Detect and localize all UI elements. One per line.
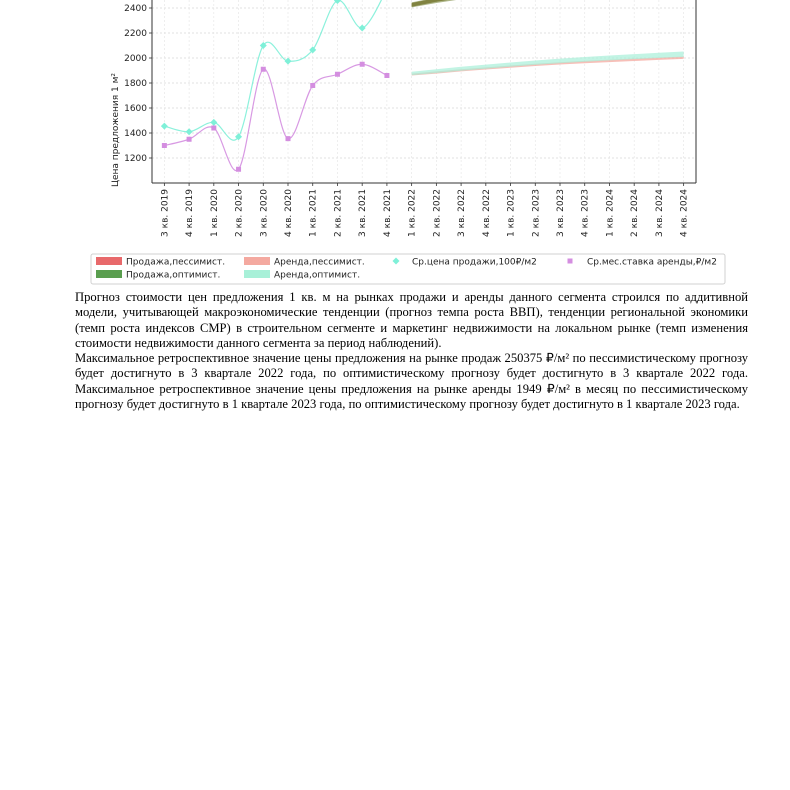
point-rent-rate	[384, 73, 389, 78]
chart-svg	[0, 0, 790, 290]
x-tick-label: 4 кв. 2021	[382, 189, 393, 237]
point-rent-rate	[335, 72, 340, 77]
point-sale-price	[161, 123, 168, 130]
y-tick-label: 2200	[124, 29, 147, 39]
point-rent-rate	[211, 126, 216, 131]
legend-swatch-sale-pessimistic	[96, 257, 122, 265]
x-tick-label: 4 кв. 2023	[580, 189, 591, 237]
x-tick-label: 3 кв. 2023	[556, 189, 566, 237]
x-tick-label: 2 кв. 2021	[333, 189, 344, 237]
x-tick-label: 3 кв. 2024	[654, 189, 665, 237]
report-text	[75, 290, 748, 412]
point-sale-price	[359, 25, 366, 32]
point-sale-price	[285, 58, 292, 65]
x-tick-label: 1 кв. 2024	[605, 189, 616, 237]
legend-label-rent-optimistic: Аренда,оптимист.	[274, 270, 361, 281]
y-tick-label: 1400	[124, 129, 147, 139]
x-tick-label: 4 кв. 2019	[185, 189, 196, 237]
y-tick-label: 2000	[124, 54, 147, 64]
axis-layer	[124, 0, 696, 237]
point-layer	[161, 0, 391, 172]
legend-swatch-sale-optimistic	[96, 270, 122, 278]
point-sale-price	[210, 119, 217, 126]
point-rent-rate	[236, 167, 241, 172]
band-layer	[412, 0, 684, 76]
legend-label-sale-pessimistic: Продажа,пессимист.	[126, 257, 226, 268]
x-tick-label: 4 кв. 2020	[284, 189, 294, 237]
x-tick-label: 3 кв. 2021	[358, 189, 369, 237]
x-tick-label: 1 кв. 2020	[209, 189, 220, 237]
point-sale-price	[186, 128, 193, 135]
legend-label-rent-pessimistic: Аренда,пессимист.	[274, 257, 365, 268]
paragraph-max-values: Максимальное ретроспективное значение цены предложения на рынке продаж 250375 ₽/м² по пессимистическому прогнозу будет достигнуто в 3 квартале 2022 года, по оптимистическому прогнозу будет достигнуто в 3 квартале 2022 года. Максимальное ретроспективное значение цены предложения на рынке аренды 1949 ₽/м² в месяц по пессимистическому прогнозу будет достигнуто в 1 квартале 2023 года, по оптимистическому прогнозу будет достигнуто в 1 квартале 2023 года.	[75, 351, 748, 412]
x-tick-label: 1 кв. 2023	[506, 189, 517, 237]
x-tick-label: 4 кв. 2024	[679, 189, 690, 237]
x-tick-label: 2 кв. 2020	[234, 189, 245, 237]
y-tick-label: 2400	[124, 4, 147, 14]
legend-marker-rent-rate	[568, 259, 573, 264]
point-rent-rate	[187, 137, 192, 142]
point-rent-rate	[360, 62, 365, 67]
point-rent-rate	[310, 83, 315, 88]
x-tick-label: 3 кв. 2019	[160, 189, 171, 237]
point-rent-rate	[286, 136, 291, 141]
curve-square	[164, 64, 387, 170]
x-tick-label: 4 кв. 2022	[481, 189, 492, 237]
y-tick-label: 1600	[124, 104, 147, 114]
x-tick-label: 3 кв. 2020	[259, 189, 270, 237]
band-Продажа,оптимист.	[412, 0, 684, 7]
legend-swatch-rent-optimistic	[244, 270, 270, 278]
legend-swatch-rent-pessimistic	[244, 257, 270, 265]
curve-layer	[164, 0, 387, 171]
grid-layer	[152, 0, 696, 183]
x-tick-label: 1 кв. 2022	[407, 189, 418, 237]
y-axis-label: Цена предложения 1 м²	[111, 72, 121, 188]
point-rent-rate	[162, 143, 167, 148]
legend-label-sale-price: Ср.цена продажи,100₽/м2	[412, 257, 537, 268]
x-tick-label: 2 кв. 2024	[630, 189, 641, 237]
band-Аренда,пессимист.	[412, 57, 684, 76]
paragraph-forecast-method: Прогноз стоимости цен предложения 1 кв. м на рынках продажи и аренды данного сегмента строился по аддитивной модели, учитывающей макроэкономические тенденции (прогноз темпа роста ВВП), тенденции региональной экономики (темп роста индексов СМР) в строительном сегменте и маркетинг недвижимости на локальном рынке (темп изменения стоимости недвижимости данного сегмента за период наблюдений).	[75, 290, 748, 350]
y-tick-label: 1800	[124, 79, 147, 89]
curve-diamond	[164, 0, 387, 140]
y-tick-label: 1200	[124, 154, 147, 164]
band-Продажа,пессимист.	[412, 0, 684, 7]
legend	[91, 254, 725, 284]
legend-label-rent-rate: Ср.мес.ставка аренды,₽/м2	[587, 257, 717, 268]
point-rent-rate	[261, 67, 266, 72]
x-tick-label: 3 кв. 2022	[457, 189, 468, 237]
chart-area	[0, 0, 790, 290]
x-tick-label: 2 кв. 2023	[531, 189, 542, 237]
x-tick-label: 1 кв. 2021	[308, 189, 319, 237]
legend-label-sale-optimistic: Продажа,оптимист.	[126, 270, 221, 281]
x-tick-label: 2 кв. 2022	[432, 189, 443, 237]
